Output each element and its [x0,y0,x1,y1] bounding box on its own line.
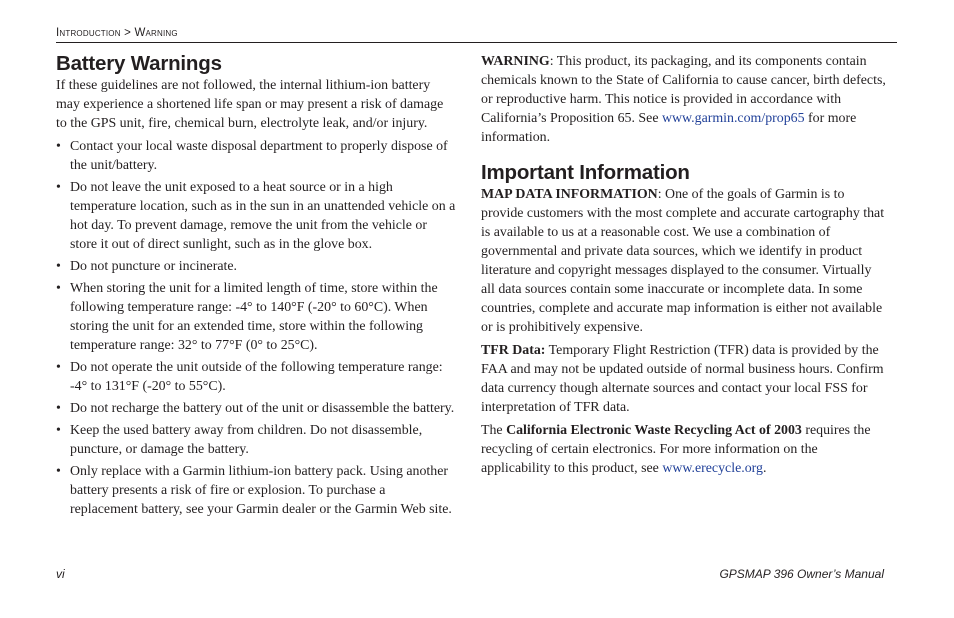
recycling-act-name: California Electronic Waste Recycling Act of 2003 [506,423,802,438]
prop65-link[interactable]: www.garmin.com/prop65 [661,111,805,126]
battery-bullet: • Keep the used battery away from children. Do not disassemble, puncture, or damage the battery. [56,421,456,459]
tfr-data [481,341,887,417]
prop65-warning [481,52,887,147]
header-rule [56,42,897,43]
battery-intro: If these guidelines are not followed, the internal lithium-ion battery may experience a shortened life span or may present a risk of damage to the GPS unit, fire, chemical burn, electrolyte leak, and/or injury. [56,78,444,131]
battery-warnings-heading: Battery Warnings [56,52,222,75]
breadcrumb-page[interactable]: Warning [134,27,178,39]
battery-bullet: • Only replace with a Garmin lithium-ion battery pack. Using another battery presents a risk of fire or explosion. To purchase a replacement battery, see your Garmin dealer or the Garmin Web site. [56,462,456,519]
recycling-text: requires the recycling of certain electronics. For more information on the applicability to this product, see [481,423,871,476]
recycling-notice [481,421,887,478]
map-data-information [481,185,887,337]
battery-bullet: • Do not leave the unit exposed to a heat source or in a high temperature location, such as in the sun in an unattended vehicle on a hot day. To prevent damage, remove the unit from the vehicle or store it out of direct sunlight, such as in the glove box. [56,178,456,254]
warning-label: WARNING [481,54,550,69]
erecycle-link[interactable]: www.erecycle.org [662,461,763,476]
breadcrumb-separator: > [124,27,132,39]
map-data-label: MAP DATA INFORMATION [481,187,658,202]
manual-title: GPSMAP 396 Owner’s Manual [719,567,884,581]
battery-bullet: • Do not recharge the battery out of the unit or disassemble the battery. [56,399,456,418]
battery-bullet: • Contact your local waste disposal department to properly dispose of the unit/battery. [56,137,456,175]
right-column [481,52,887,478]
battery-bullet: • Do not puncture or incinerate. [56,257,456,276]
warning-after: for more information. [481,111,857,145]
battery-bullet-list [56,137,456,519]
tfr-label: TFR Data: [481,343,546,358]
important-information-heading: Important Information [481,161,690,184]
battery-bullet: • When storing the unit for a limited length of time, store within the following temperature range: -4° to 140°F (-20° to 60°C). When storing the unit for an extended time, store within the following temperature range: 32° to 77°F (0° to 25°C). [56,279,456,355]
map-data-text: : One of the goals of Garmin is to provide customers with the most complete and accurate cartography that is available to us at a reasonable cost. We use a combination of governmental and private data sources, which we identify in product literature and copyright messages displayed to the consumer. Virtually all data sources contain some inaccurate or incomplete data. In some countries, complete and accurate map information is either not available or is prohibitively expensive. [481,187,885,335]
recycling-after: . [762,461,767,476]
breadcrumb-section[interactable]: Introduction [56,27,121,39]
tfr-text: Temporary Flight Restriction (TFR) data is provided by the FAA and may not be updated outside of normal business hours. Confirm data currency though alternate sources and contact your local FSS for interpretation of TFR data. [481,343,884,415]
warning-text: : This product, its packaging, and its components contain chemicals known to the State of California to cause cancer, birth defects, or reproductive harm. This notice is provided in accordance with California’s Proposition 65. See [481,54,886,126]
battery-bullet: • Do not operate the unit outside of the following temperature range: -4° to 131°F (-20° to 55°C). [56,358,456,396]
page-number: vi [56,567,65,581]
left-column [56,52,456,519]
breadcrumb [56,27,178,39]
recycling-pre: The [481,423,507,438]
